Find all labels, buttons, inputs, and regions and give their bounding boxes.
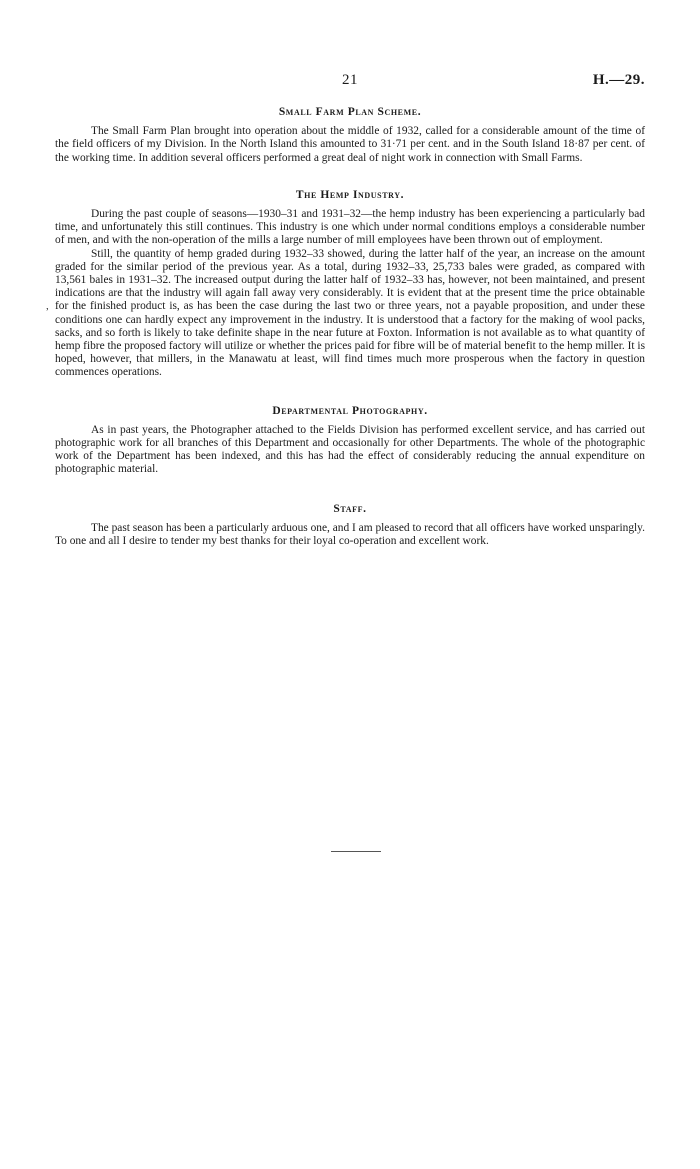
page-number: 21 [342, 72, 358, 88]
section-small-farm-plan [55, 106, 645, 165]
end-rule [331, 851, 381, 852]
paragraph: Still, the quantity of hemp graded during 1932–33 showed, during the latter half of the year, an increase on the amount graded for the similar period of the previous year. As a total, during 1932–33, 25,733 bales were graded, as compared with 13,561 bales in 1931–32. The increased output during the latter half of 1932–33 has, however, not been maintained, and present indications are that the industry will again fall away very considerably. It is evident that at the present time the price obtainable for the finished product is, as has been the case during the last two or three years, not a payable proposition, and under these conditions one can hardly expect any improvement in the industry. It is understood that a factory for the making of wool packs, sacks, and so forth is likely to take definite shape in the near future at Foxton. Information is not available as to what quantity of hemp fibre the proposed factory will utilize or whether the prices paid for fibre will be of material benefit to the hemp miller. It is hoped, however, that millers, in the Manawatu at least, will find times much more prosperous when the factory in question commences operations. [55, 247, 645, 379]
section-heading: The Hemp Industry. [295, 188, 405, 201]
section-departmental-photography [55, 405, 645, 477]
section-heading: Staff. [333, 502, 367, 515]
section-heading: Small Farm Plan Scheme. [278, 106, 422, 118]
paragraph: The Small Farm Plan brought into operation about the middle of 1932, called for a considerable amount of the time of the field officers of my Division. In the North Island this amounted to 31·71 per cent. and in the South Island 18·87 per cent. of the working time. In addition several officers performed a great deal of night work in connection with Small Farms. [55, 125, 645, 164]
section-heading: Departmental Photography. [272, 404, 428, 417]
document-body [55, 106, 645, 548]
section-hemp-industry [55, 189, 645, 380]
paragraph: As in past years, the Photographer attached to the Fields Division has performed excellent service, and has carried out photographic work for all branches of this Department and occasionally for other Departments. The whole of the photographic work of the Department has been indexed, and this has had the effect of considerably reducing the annual expenditure on photographic material. [55, 423, 645, 476]
paragraph: During the past couple of seasons—1930–31 and 1931–32—the hemp industry has been experiencing a particularly bad time, and unfortunately this still continues. This industry is one which under normal conditions employs a considerable number of men, and with the non-operation of the mills a large number of mill employees have been thrown out of employment. [55, 208, 645, 247]
section-staff [55, 503, 645, 549]
margin-mark: , [46, 300, 49, 312]
document-code: H.—29. [592, 72, 645, 88]
paragraph: The past season has been a particularly arduous one, and I am pleased to record that all officers have worked unsparingly. To one and all I desire to tender my best thanks for their loyal co-operation and excellent work. [55, 521, 645, 548]
